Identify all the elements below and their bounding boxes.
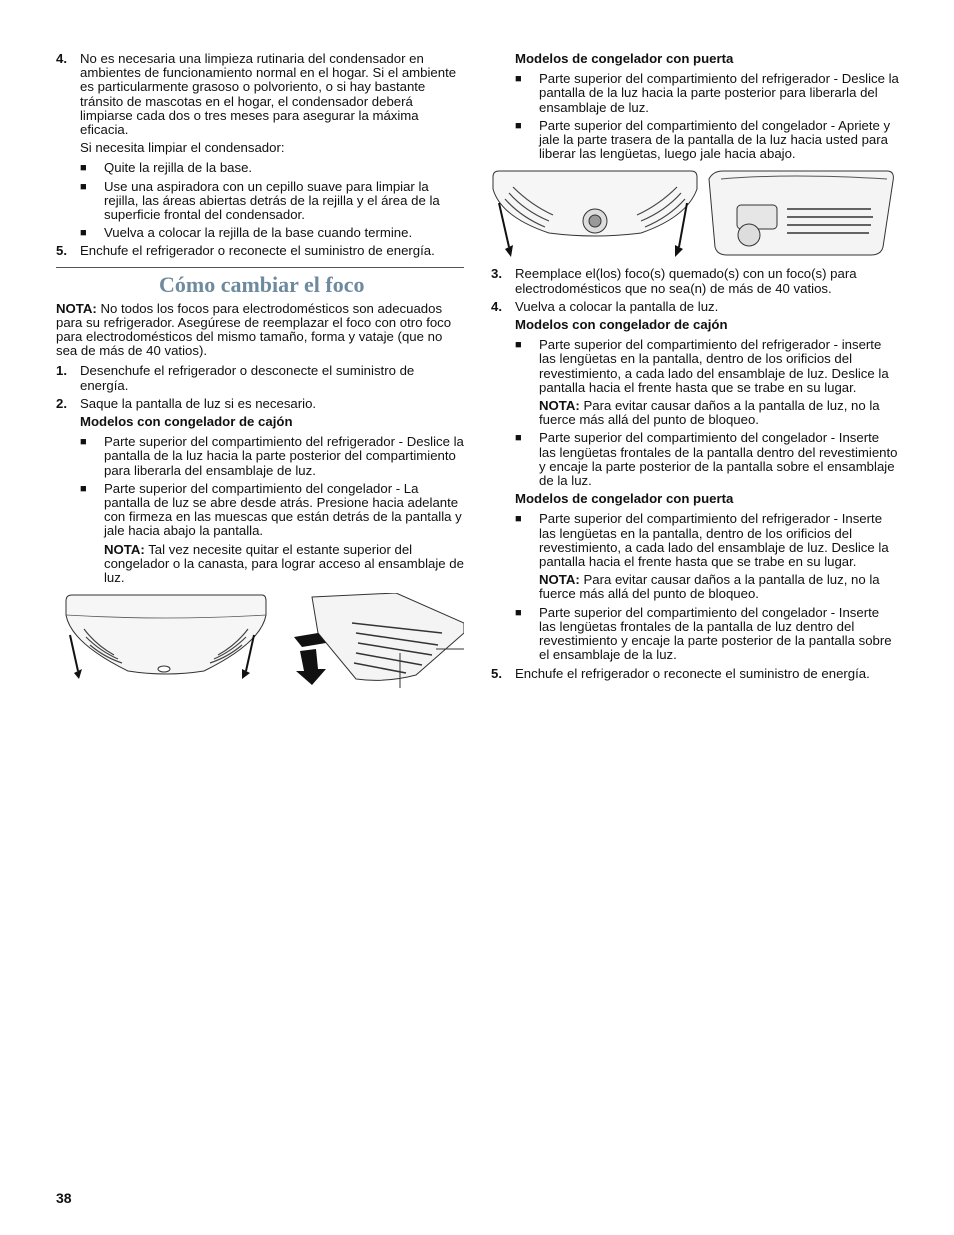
bullet-icon: ■ [80,180,87,193]
bullet-icon: ■ [80,227,87,240]
list-item [56,364,464,392]
note-paragraph [539,399,899,427]
bullet-icon: ■ [515,73,522,86]
bullet-text: Use una aspiradora con un cepillo suave para limpiar la rejilla, las áreas abiertas detrás de la rejilla y el área de la superficie frontal del condensador. [104,178,440,223]
note-text: Tal vez necesite quitar el estante superior del congelador o la canasta, para lograr acceso al ensamblaje de luz. [104,541,464,586]
bullet-icon: ■ [80,482,87,495]
bullet-text: Parte superior del compartimiento del refrigerador - Deslice la pantalla de la luz hacia la parte posterior para liberarla del ensamblaje de luz. [539,71,899,115]
bullet-item [515,119,899,162]
bullet-item [80,180,464,223]
step-text: Enchufe el refrigerador o reconecte el suministro de energía. [80,243,435,259]
bullet-icon: ■ [515,606,522,619]
list-item [56,52,464,137]
subheading: Modelos de congelador con puerta [515,491,734,507]
note-label: NOTA: [104,541,145,557]
list-item [491,300,899,314]
note-label: NOTA: [539,572,580,588]
note-paragraph [56,302,464,359]
bullet-icon: ■ [515,432,522,445]
bullet-item [80,482,464,539]
freezer-shield-drawing [709,171,893,255]
note-text: Para evitar causar daños a la pantalla de luz, no la fuerce más allá del punto de bloqueo. [539,572,880,602]
step-text: No es necesaria una limpieza rutinaria del condensador en ambientes de funcionamiento normal en el hogar. Si el ambiente es particularmente grasoso o polvoriento, o si hay bastante tránsito de mascotas en el hogar, el condensador deberá limpiarse cada dos o tres meses para asegurar la máxima eficacia. [80,51,457,138]
subheading: Modelos con congelador de cajón [80,414,293,430]
bullet-text: Parte superior del compartimiento del congelador - Inserte las lengüetas frontales de la pantalla de luz dentro del revestimiento y encaje la parte posterior de la pantalla sobre el ensamblaje de la luz. [539,604,892,663]
subheading: Modelos con congelador de cajón [515,317,728,333]
step-number: 1. [56,363,67,379]
bullet-item [515,606,899,663]
refrigerator-shield-drawing [493,171,697,257]
left-column [56,52,464,694]
light-shield-removal-illustration [56,593,464,688]
step-text: Enchufe el refrigerador o reconecte el suministro de energía. [515,665,870,681]
bullet-icon: ■ [515,513,522,526]
step-text: Desenchufe el refrigerador o desconecte el suministro de energía. [80,363,415,393]
step-number: 4. [491,298,502,314]
note-label: NOTA: [539,398,580,414]
note-paragraph [104,543,464,586]
sub-paragraph: Si necesita limpiar el condensador: [80,140,285,156]
bullet-text: Parte superior del compartimiento del refrigerador - inserte las lengüetas en la pantalla, dentro de los orificios del revestimiento, a cada lado del ensamblaje de luz. Deslice la pantalla hacia el frente hasta que se trabe en su lugar. [539,337,889,395]
note-label: NOTA: [56,300,97,316]
page-number: 38 [56,1190,72,1206]
list-item [491,267,899,295]
step-number: 5. [56,243,67,259]
bullet-text: Parte superior del compartimiento del refrigerador - Inserte las lengüetas en la pantalla, dentro de los orificios del revestimiento, a cada lado del ensamblaje de luz. Deslice la pantalla hacia el frente hasta que se trabe en su lugar. [539,511,889,570]
step-number: 2. [56,395,67,411]
right-column [491,52,899,685]
section-title: Cómo cambiar el foco [159,271,365,297]
step-text: Vuelva a colocar la pantalla de luz. [515,298,719,314]
bullet-text: Parte superior del compartimiento del congelador - La pantalla de luz se abre desde atrás. Presione hacia adelante con firmeza en las muescas que están detrás de la pantalla y jale hacia abajo la pantalla. [104,480,462,539]
list-item [491,667,899,681]
door-model-shield-illustration [491,169,899,261]
bullet-text: Vuelva a colocar la rejilla de la base cuando termine. [104,225,413,241]
step-number: 4. [56,51,67,66]
bullet-item [80,435,464,478]
bullet-item [80,226,464,240]
note-paragraph [539,573,899,601]
bullet-text: Parte superior del compartimiento del congelador - Inserte las lengüetas frontales de la pantalla dentro del revestimiento y encaje la parte posterior de la pantalla sobre el ensamblaje de la luz. [539,430,898,489]
section-divider [56,267,464,268]
list-item [56,244,464,258]
bullet-text: Parte superior del compartimiento del congelador - Apriete y jale la parte trasera de la pantalla de la luz hacia usted para liberar las lengüetas, luego jale hacia abajo. [539,117,891,162]
refrigerator-shield-drawing [66,595,266,679]
freezer-shield-drawing [294,593,464,688]
bullet-item [515,512,899,569]
bullet-item [80,161,464,175]
bullet-icon: ■ [515,339,522,352]
step-number: 3. [491,266,502,282]
step-number: 5. [491,665,502,681]
step-text: Reemplace el(los) foco(s) quemado(s) con un foco(s) para electrodomésticos que no sea(n) de más de 40 vatios. [515,266,857,296]
note-text: No todos los focos para electrodomésticos son adecuados para su refrigerador. Asegúrese de reemplazar el foco con otro foco para electrodomésticos del mismo tamaño, forma y vataje (que no sea de más de 40 vatios). [56,300,452,359]
subheading: Modelos de congelador con puerta [515,51,734,66]
bullet-item [515,338,899,395]
bullet-item [515,431,899,488]
list-item [56,397,464,411]
bullet-text: Parte superior del compartimiento del refrigerador - Deslice la pantalla de la luz hacia la parte posterior del compartimiento para liberarla del ensamblaje de luz. [104,434,464,478]
bullet-icon: ■ [515,119,522,132]
bullet-item [515,72,899,115]
bullet-icon: ■ [80,436,87,449]
bullet-icon: ■ [80,162,87,175]
note-text: Para evitar causar daños a la pantalla de luz, no la fuerce más allá del punto de bloqueo. [539,398,880,428]
bullet-text: Quite la rejilla de la base. [104,160,253,176]
step-text: Saque la pantalla de luz si es necesario. [80,395,317,411]
